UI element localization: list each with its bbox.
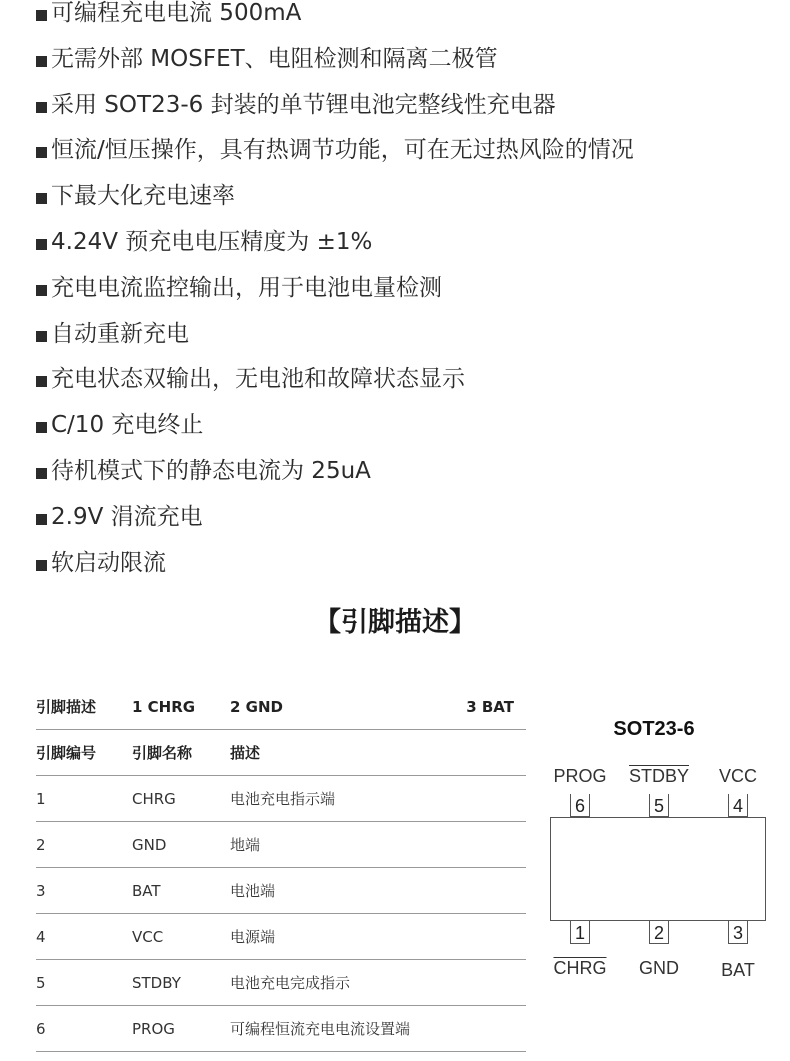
feature-item [36,135,634,181]
pin-label-bat: BAT [721,960,755,980]
pin-number-4: 4 [728,794,748,817]
feature-item [36,456,634,502]
pin-label-prog: PROG [553,766,607,786]
feature-item [36,44,634,90]
feature-text: 采用 SOT23-6 封装的单节锂电池完整线性充电器 [51,91,556,118]
table-row [36,776,526,822]
pin-name-cell: CHRG [132,776,230,822]
pin-label-vcc: VCC [718,766,757,786]
table-row [36,960,526,1006]
feature-text: 无需外部 MOSFET、电阻检测和隔离二极管 [51,45,498,72]
feature-item [36,364,634,410]
section-title: 【引脚描述】 [314,607,476,638]
feature-item [36,319,634,365]
table-subheader-cell: 引脚名称 [132,730,230,776]
table-header-cell: 1 CHRG [132,684,230,730]
square-bullet-icon [36,10,47,21]
square-bullet-icon [36,285,47,296]
table-subheader-row [36,730,526,776]
pin-description-cell: 电池端 [230,868,526,914]
feature-text: 2.9V 涓流充电 [51,503,203,530]
feature-item [36,273,634,319]
feature-text: C/10 充电终止 [51,412,204,439]
square-bullet-icon [36,331,47,342]
feature-text: 自动重新充电 [51,320,189,347]
pin-label-stdby: STDBY [629,766,690,786]
pin-number-cell: 5 [36,960,132,1006]
pin-number-cell: 3 [36,868,132,914]
table-row [36,868,526,914]
pin-description-cell: 电源端 [230,914,526,960]
pin-number-cell: 1 [36,776,132,822]
pin-number-2: 2 [649,921,669,944]
pin-description-cell: 地端 [230,822,526,868]
square-bullet-icon [36,193,47,204]
package-title: SOT23-6 [613,718,695,740]
feature-text: 可编程充电电流 500mA [51,0,302,26]
square-bullet-icon [36,514,47,525]
pin-description-cell: 可编程恒流充电电流设置端 [230,1006,526,1052]
pin-number-cell: 4 [36,914,132,960]
pin-label-gnd: GND [639,958,679,978]
square-bullet-icon [36,468,47,479]
feature-item [36,0,634,44]
pin-number-cell: 6 [36,1006,132,1052]
pin-name-cell: GND [132,822,230,868]
feature-text: 下最大化充电速率 [51,183,235,210]
feature-text: 4.24V 预充电电压精度为 ±1% [51,228,373,255]
table-row [36,914,526,960]
table-header-cell: 引脚描述 [36,684,132,730]
pin-number-1: 1 [570,921,590,944]
square-bullet-icon [36,147,47,158]
pin-name-cell: STDBY [132,960,230,1006]
table-header-cell: 3 BAT [466,684,526,730]
pin-description-cell: 电池充电指示端 [230,776,526,822]
pin-number-6: 6 [570,794,590,817]
pin-table [36,684,526,1052]
feature-item [36,181,634,227]
feature-item [36,548,634,594]
square-bullet-icon [36,422,47,433]
feature-text: 充电电流监控输出，用于电池电量检测 [51,274,442,301]
chip-body [550,817,766,921]
square-bullet-icon [36,376,47,387]
pin-number-cell: 2 [36,822,132,868]
pin-name-cell: BAT [132,868,230,914]
table-header-cell: 2 GND [230,684,466,730]
table-row [36,1006,526,1052]
feature-item [36,502,634,548]
square-bullet-icon [36,239,47,250]
feature-text: 软启动限流 [51,549,166,576]
feature-text: 恒流/恒压操作，具有热调节功能，可在无过热风险的情况 [51,137,634,164]
feature-item [36,227,634,273]
square-bullet-icon [36,102,47,113]
table-header-row [36,684,526,730]
pin-number-3: 3 [728,921,748,944]
pin-name-cell: PROG [132,1006,230,1052]
pin-name-cell: VCC [132,914,230,960]
feature-item [36,410,634,456]
feature-text: 待机模式下的静态电流为 25uA [51,457,371,484]
pin-number-5: 5 [649,794,669,817]
square-bullet-icon [36,560,47,571]
feature-item [36,90,634,136]
feature-text: 充电状态双输出，无电池和故障状态显示 [51,366,465,393]
table-row [36,822,526,868]
square-bullet-icon [36,56,47,67]
package-diagram [546,710,776,1000]
table-subheader-cell: 引脚编号 [36,730,132,776]
pin-description-cell: 电池充电完成指示 [230,960,526,1006]
pin-label-chrg: CHRG [553,958,607,978]
feature-list [36,0,634,593]
table-subheader-cell: 描述 [230,730,526,776]
